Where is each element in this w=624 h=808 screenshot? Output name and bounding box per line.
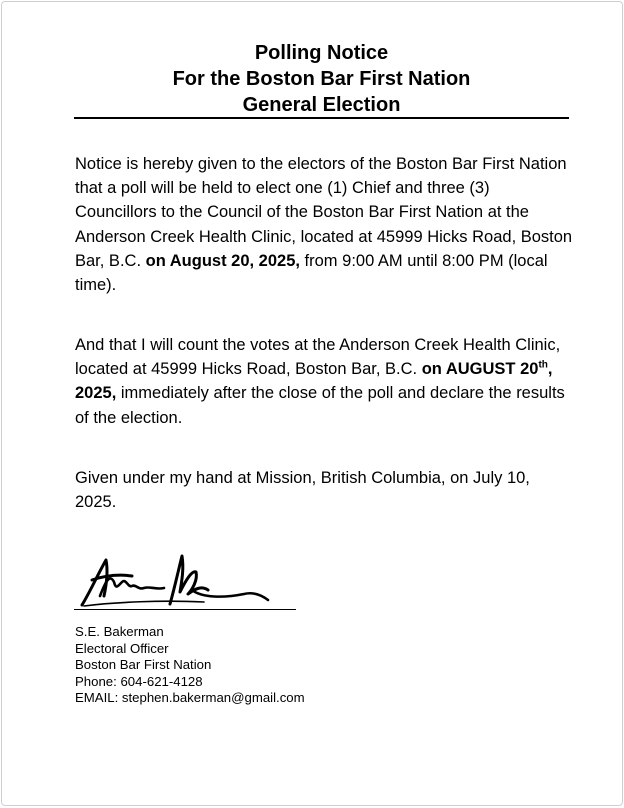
notice-paragraph-given: Given under my hand at Mission, British Columbia, on July 10, 2025. <box>75 469 530 512</box>
count-date-part-2: , 2025, <box>75 360 553 403</box>
count-date-ordinal: th <box>538 359 548 371</box>
title-line-1: Polling Notice <box>254 42 389 64</box>
poll-text-end: from 9:00 AM until 8:00 PM (local time). <box>75 251 548 295</box>
title-line-3: General Election <box>242 94 401 116</box>
signature-block <box>75 624 305 707</box>
notice-title <box>74 40 569 118</box>
signature-line <box>74 609 296 610</box>
officer-organization: Boston Bar First Nation <box>75 657 212 673</box>
poll-date: on August 20, 2025, <box>145 251 300 270</box>
count-text-end: immediately after the close of the poll and declare the results of the election. <box>75 384 565 427</box>
notice-paragraph-poll <box>75 152 575 297</box>
notice-paragraph-count <box>75 333 575 430</box>
title-line-2: For the Boston Bar First Nation <box>172 68 471 90</box>
officer-phone: Phone: 604-621-4128 <box>75 673 203 689</box>
count-date-part-1: on AUGUST 20 <box>421 360 539 379</box>
officer-email: EMAIL: stephen.bakerman@gmail.com <box>75 690 305 706</box>
poll-text-start: Notice is hereby given to the electors of the Boston Bar First Nation that a poll will be held to elect one (1) Chief and three (3) Councillors to the Council of the Boston Bar First Nation at the Anderson Creek Health Clinic, located at 45999 Hicks Road, Boston Bar, B.C. <box>75 155 573 270</box>
officer-title: Electoral Officer <box>75 640 169 656</box>
officer-name: S.E. Bakerman <box>75 624 164 639</box>
title-underline <box>74 117 569 119</box>
notice-page <box>1 1 623 806</box>
handwritten-signature <box>74 550 274 610</box>
count-text-start: And that I will count the votes at the Anderson Creek Health Clinic, located at 45999 Hicks Road, Boston Bar, B.C. <box>75 336 561 379</box>
